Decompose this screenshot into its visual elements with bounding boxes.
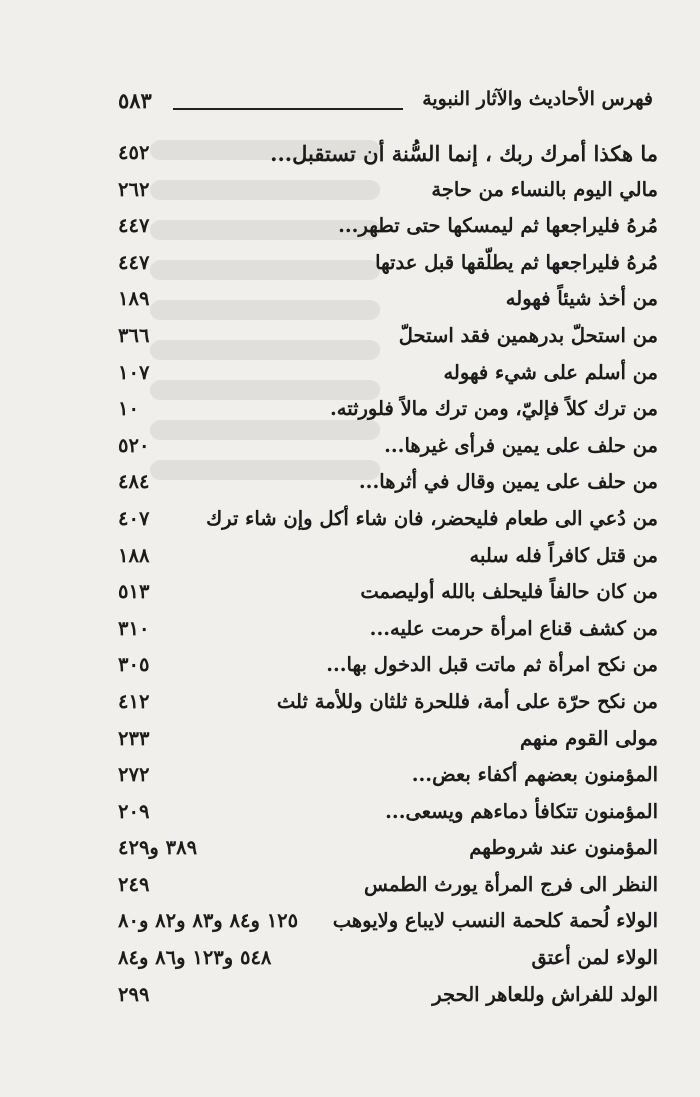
entry-pages: ٤٥٢: [118, 141, 150, 164]
index-entry: [118, 576, 658, 613]
entry-text: من ترك كلاً فإليّ، ومن ترك مالاً فلورثته.: [329, 397, 658, 421]
entry-pages: ١٠: [118, 397, 139, 421]
index-entry: [118, 393, 658, 430]
entry-text: من استحلّ بدرهمين فقد استحلّ: [398, 323, 658, 347]
index-entry: [118, 796, 658, 833]
index-entry: [118, 247, 658, 284]
entry-pages: ٢٤٩: [118, 872, 150, 896]
entry-text: مُرهُ فليراجعها ثم يطلّقها قبل عدتها: [375, 250, 658, 274]
entry-text: المؤمنون عند شروطهم: [469, 836, 658, 860]
index-entry: [118, 357, 658, 394]
entry-text: الولاء لمن أعتق: [531, 946, 658, 970]
entry-text: المؤمنون بعضهم أكفاء بعض...: [411, 763, 658, 787]
index-entry: [118, 430, 658, 467]
index-entry: [118, 540, 658, 577]
index-entry: [118, 905, 658, 942]
entry-text: من نكح حرّة على أمة، فللحرة ثلثان وللأمة ثلث: [276, 689, 658, 713]
index-entry: [118, 832, 658, 869]
entry-text: من نكح امرأة ثم ماتت قبل الدخول بها...: [326, 653, 658, 677]
entry-pages: ٣١٠: [118, 616, 150, 640]
entry-pages: ٤٠٧: [118, 506, 150, 530]
entry-pages: ٢٠٩: [118, 799, 150, 823]
entry-pages: ٢٣٣: [118, 726, 150, 750]
running-header: [118, 88, 653, 122]
index-entry: [118, 613, 658, 650]
entry-pages: ٢٦٢: [118, 177, 150, 201]
index-entry: [118, 723, 658, 760]
entry-text: من كشف قناع امرأة حرمت عليه...: [369, 616, 658, 640]
entry-text: مالي اليوم بالنساء من حاجة: [431, 177, 658, 201]
entry-text: من دُعي الى طعام فليحضر، فان شاء أكل وإن شاء ترك: [206, 506, 658, 530]
entry-text: من حلف على يمين فرأى غيرها...: [384, 433, 658, 457]
entry-text: مُرهُ فليراجعها ثم ليمسكها حتى تطهر...: [338, 214, 658, 238]
entry-text: من كان حالفاً فليحلف بالله أوليصمت: [360, 580, 658, 604]
entry-pages: ٤١٢: [118, 689, 150, 713]
entry-text: النظر الى فرج المرأة يورث الطمس: [363, 872, 658, 896]
index-entry: [118, 320, 658, 357]
entry-text: من أسلم على شيء فهوله: [443, 360, 658, 384]
entry-pages: ٤٤٧: [118, 214, 150, 238]
entry-text: من حلف على يمين وقال في أثرها...: [358, 470, 658, 494]
header-rule: [173, 108, 403, 110]
entry-pages: ٥١٣: [118, 580, 150, 604]
index-entry: [118, 649, 658, 686]
index-entry: [118, 503, 658, 540]
entry-text: مولى القوم منهم: [520, 726, 658, 750]
entry-text: ما هكذا أمرك ربك ، إنما السُّنة أن تستقبل...: [270, 141, 658, 166]
entry-pages: ٥٢٠: [118, 433, 150, 457]
entry-pages: ١٨٨: [118, 543, 150, 567]
entry-pages: ٣٨٩ و٤٢٩: [118, 836, 198, 860]
entry-text: المؤمنون تتكافأ دماءهم ويسعى...: [385, 799, 658, 823]
entry-text: الولد للفراش وللعاهر الحجر: [432, 982, 658, 1006]
entry-pages: ٤٨٤: [118, 470, 150, 494]
entry-pages: ٢٩٩: [118, 982, 150, 1006]
entry-text: الولاء لُحمة كلحمة النسب لايباع ولايوهب: [332, 909, 658, 933]
entry-pages: ١٢٥ و٨٤ و٨٣ و٨٢ و٨٠: [118, 909, 299, 933]
page-number: ٥٨٣: [118, 88, 152, 113]
index-entry: [118, 137, 658, 174]
entry-text: من قتل كافراً فله سلبه: [469, 543, 658, 567]
running-title: فهرس الأحاديث والآثار النبوية: [422, 88, 653, 110]
index-entry: [118, 466, 658, 503]
entry-pages: ١٨٩: [118, 287, 150, 311]
index-entry: [118, 210, 658, 247]
hadith-index-list: [118, 137, 658, 1015]
index-entry: [118, 942, 658, 979]
entry-pages: ١٠٧: [118, 360, 150, 384]
entry-pages: ٣٠٥: [118, 653, 150, 677]
index-entry: [118, 759, 658, 796]
entry-text: من أخذ شيئاً فهوله: [505, 287, 658, 311]
index-entry: [118, 686, 658, 723]
entry-pages: ٢٧٢: [118, 763, 150, 787]
index-entry: [118, 979, 658, 1016]
index-entry: [118, 869, 658, 906]
entry-pages: ٤٤٧: [118, 250, 150, 274]
index-entry: [118, 174, 658, 211]
entry-pages: ٥٤٨ و١٢٣ و٨٦ و٨٤: [118, 946, 272, 970]
entry-pages: ٣٦٦: [118, 323, 150, 347]
index-entry: [118, 283, 658, 320]
